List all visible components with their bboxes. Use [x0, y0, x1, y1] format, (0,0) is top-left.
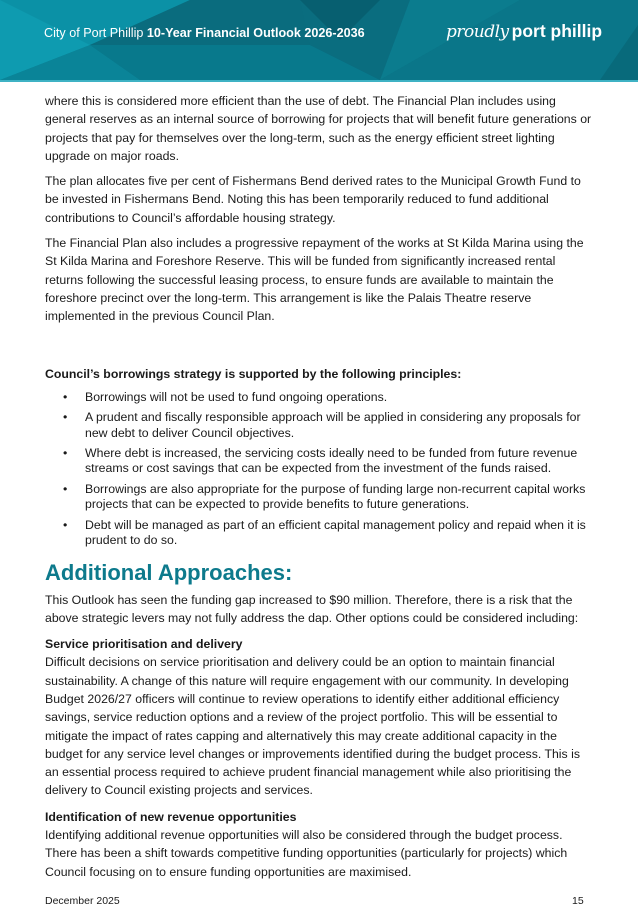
bullet-icon: •: [63, 410, 68, 425]
spacer: [45, 333, 595, 365]
logo-script-text: proudly: [446, 22, 509, 42]
list-item-text: Debt will be managed as part of an efficient capital management policy and repaid when it is prudent to do so.: [85, 517, 586, 548]
list-item: [45, 446, 595, 477]
principles-list: [45, 390, 595, 549]
page-number: 15: [572, 895, 584, 907]
subsection-heading: Service prioritisation and delivery: [45, 637, 243, 652]
section-heading: Additional Approaches:: [45, 559, 293, 585]
header-divider: [0, 80, 638, 82]
logo-bold-text: port phillip: [511, 21, 603, 41]
subsection-text: Identifying additional revenue opportunities will also be considered through the budget process. There has been a shift towards competitive funding opportunities (particularly for projects) which Council focusing on to ensure funding opportunities are maximised.: [45, 828, 568, 879]
document-title: [44, 26, 365, 40]
bullet-icon: •: [63, 446, 68, 461]
list-item-text: A prudent and fiscally responsible approach will be applied in considering any proposals for new debt to deliver Council objectives.: [85, 410, 581, 440]
list-item-text: Borrowings are also appropriate for the purpose of funding large non-recurrent capital works projects that can be expected to provide benefits to future generations.: [85, 481, 586, 512]
list-item-text: Where debt is increased, the servicing costs ideally need to be funded from future revenue streams or cost savings that can be expected from the investment of the funds raised.: [85, 446, 578, 476]
report-title: 10-Year Financial Outlook 2026-2036: [146, 26, 365, 40]
body-paragraph: The plan allocates five per cent of Fishermans Bend derived rates to the Municipal Growth Fund to be invested in Fishermans Bend. Noting this has been temporarily reduced to fund additional contributions to Council’s affordable housing strategy.: [45, 174, 581, 225]
list-item: [45, 390, 595, 405]
subsection-text: Difficult decisions on service prioritisation and delivery could be an option to maintain financial sustainability. A change of this nature will require engagement with our community. In developing Budget 2026/27 officers will continue to review operations to identify either additional efficiency savings, service reduction options and a review of the project portfolio. This will be essential to mitigate the impact of rates capping and alternatively this may create additional capacity in the budget for any service level changes or improvements identified during the budget process. This is an essential process required to achieve prudent financial management while also prioritising the delivery to Council existing projects and services.: [45, 655, 580, 798]
body-paragraph: where this is considered more efficient than the use of debt. The Financial Plan includes using general reserves as an internal source of borrowing for projects that will benefit future generations or projects that pay for themselves over the long-term, such as the energy efficient street lighting upgrade on major roads.: [45, 94, 592, 163]
principles-heading: Council’s borrowings strategy is supported by the following principles:: [45, 366, 462, 381]
list-item: [45, 410, 595, 441]
page-body: [45, 92, 595, 888]
section-intro: This Outlook has seen the funding gap increased to $90 million. Therefore, there is a risk that the above strategic levers may not fully address the dap. Other options could be considered including:: [45, 592, 579, 625]
organisation-name: City of Port Phillip: [44, 26, 144, 40]
list-item: [45, 518, 595, 549]
bullet-icon: •: [63, 517, 68, 532]
list-item: [45, 482, 595, 513]
page-header-banner: [0, 0, 638, 80]
list-item-text: Borrowings will not be used to fund ongoing operations.: [85, 389, 388, 404]
bullet-icon: •: [63, 389, 68, 404]
council-logo: [446, 21, 602, 42]
subsection-heading: Identification of new revenue opportunities: [45, 809, 297, 824]
bullet-icon: •: [63, 481, 68, 496]
footer-date: December 2025: [45, 895, 120, 907]
body-paragraph: The Financial Plan also includes a progressive repayment of the works at St Kilda Marina using the St Kilda Marina and Foreshore Reserve. This will be funded from significantly increased rental returns following the successful leasing process, to ensure funds are available to maintain the foreshore precinct over the long-term. This arrangement is like the Palais Theatre reserve implemented in the previous Council Plan.: [45, 236, 584, 324]
